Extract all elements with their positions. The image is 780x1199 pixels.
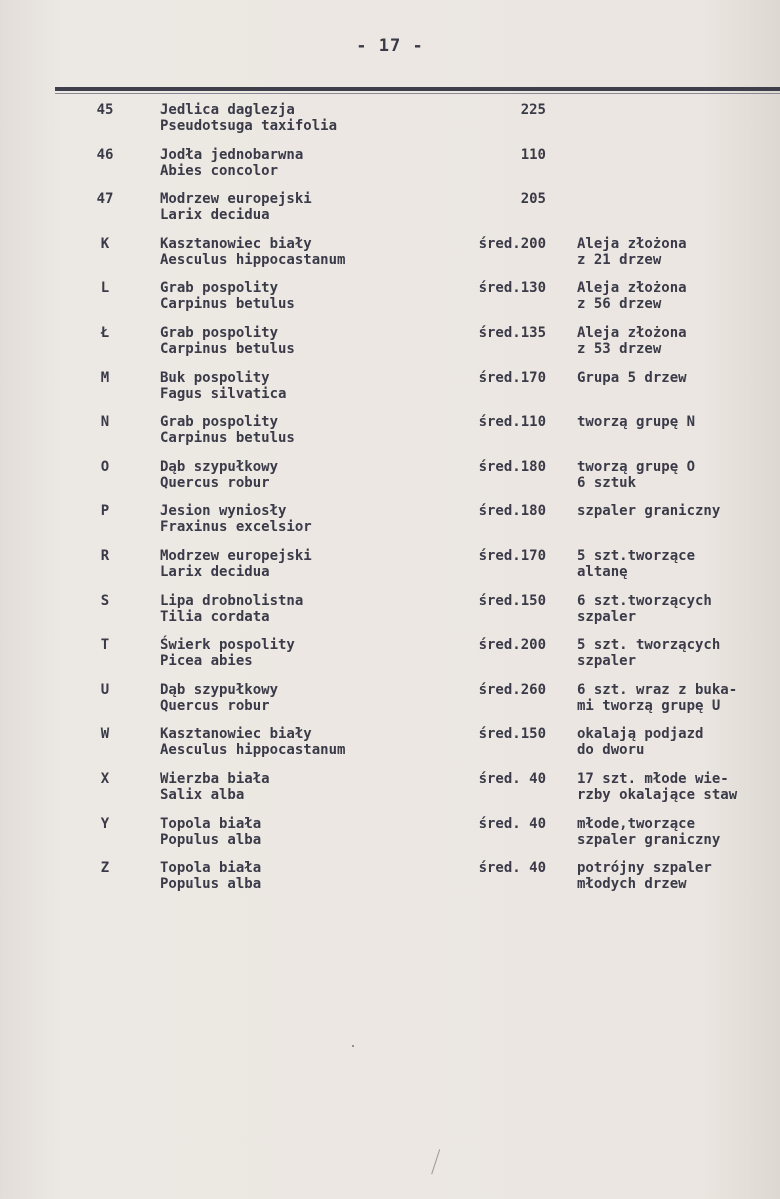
- size-value: śred.260: [478, 681, 546, 698]
- remark: [577, 682, 737, 714]
- remark-line: 6 szt. wraz z buka-: [577, 681, 738, 698]
- species-name: [160, 325, 295, 357]
- remark-line: szpaler: [577, 608, 637, 625]
- row-number: Ł: [100, 324, 110, 341]
- size-value: śred.135: [478, 324, 546, 341]
- species-name: [160, 771, 270, 803]
- tree-table: [0, 102, 780, 905]
- table-row: [0, 459, 780, 504]
- latin-name: Tilia cordata: [160, 608, 270, 625]
- polish-name: Dąb szypułkowy: [160, 681, 279, 698]
- row-number: S: [100, 592, 110, 609]
- size-value: śred. 40: [478, 770, 546, 787]
- table-row: [0, 503, 780, 548]
- remark: [577, 280, 687, 312]
- remark: [577, 459, 695, 491]
- latin-name: Salix alba: [160, 786, 245, 803]
- table-row: [0, 816, 780, 861]
- table-row: [0, 771, 780, 816]
- row-number: N: [100, 414, 110, 431]
- latin-name: Populus alba: [160, 831, 262, 848]
- row-number: K: [100, 235, 110, 252]
- row-number: 45: [96, 102, 114, 118]
- latin-name: Aesculus hippocastanum: [160, 742, 346, 759]
- table-row: [0, 726, 780, 771]
- latin-name: Fraxinus excelsior: [160, 519, 312, 536]
- table-row: [0, 548, 780, 593]
- remark: [577, 325, 687, 357]
- species-name: [160, 102, 337, 134]
- row-number: Y: [100, 815, 110, 832]
- size-value: śred.170: [478, 369, 546, 386]
- polish-name: Lipa drobnolistna: [160, 592, 304, 609]
- row-number: 46: [96, 146, 114, 163]
- latin-name: Pseudotsuga taxifolia: [160, 118, 338, 134]
- size-value: 225: [520, 102, 546, 118]
- table-row: [0, 280, 780, 325]
- polish-name: Jodła jednobarwna: [160, 146, 304, 163]
- species-name: [160, 236, 345, 268]
- species-name: [160, 459, 278, 491]
- latin-name: Larix decidua: [160, 207, 270, 224]
- table-row: [0, 682, 780, 727]
- table-row: [0, 593, 780, 638]
- remark-line: Grupa 5 drzew: [577, 369, 687, 386]
- remark-line: z 56 drzew: [577, 296, 662, 313]
- polish-name: Topola biała: [160, 815, 262, 832]
- remark: [577, 816, 720, 848]
- remark: [577, 370, 687, 386]
- latin-name: Carpinus betulus: [160, 296, 295, 313]
- remark: [577, 593, 712, 625]
- polish-name: Dąb szypułkowy: [160, 458, 279, 475]
- remark-line: 17 szt. młode wie-: [577, 770, 729, 787]
- table-row: [0, 370, 780, 415]
- row-number: X: [100, 770, 110, 787]
- polish-name: Grab pospolity: [160, 414, 279, 431]
- remark-line: młodych drzew: [577, 876, 687, 893]
- row-number: T: [100, 637, 110, 654]
- size-value: śred.200: [478, 235, 546, 252]
- remark: [577, 726, 703, 758]
- remark: [577, 548, 695, 580]
- polish-name: Modrzew europejski: [160, 547, 312, 564]
- species-name: [160, 593, 303, 625]
- remark-line: Aleja złożona: [577, 280, 687, 297]
- latin-name: Aesculus hippocastanum: [160, 251, 346, 268]
- size-value: śred.200: [478, 637, 546, 654]
- row-number: Z: [100, 860, 110, 877]
- species-name: [160, 414, 295, 446]
- table-row: [0, 637, 780, 682]
- size-value: 110: [520, 146, 546, 163]
- polish-name: Kasztanowiec biały: [160, 235, 312, 252]
- table-row: [0, 860, 780, 905]
- size-value: śred.180: [478, 458, 546, 475]
- latin-name: Populus alba: [160, 876, 262, 893]
- species-name: [160, 191, 312, 223]
- row-number: W: [100, 726, 110, 743]
- remark-line: 6 sztuk: [577, 474, 637, 491]
- size-value: śred.180: [478, 503, 546, 520]
- size-value: 205: [520, 191, 546, 208]
- species-name: [160, 637, 295, 669]
- latin-name: Picea abies: [160, 653, 253, 670]
- size-value: śred.150: [478, 726, 546, 743]
- remark-line: 5 szt. tworzących: [577, 637, 721, 654]
- table-row: [0, 102, 780, 147]
- table-row: [0, 191, 780, 236]
- row-number: M: [100, 369, 110, 386]
- row-number: U: [100, 681, 110, 698]
- polish-name: Świerk pospolity: [160, 637, 295, 654]
- size-value: śred.110: [478, 414, 546, 431]
- remark: [577, 637, 720, 669]
- table-row: [0, 325, 780, 370]
- remark-line: szpaler graniczny: [577, 831, 721, 848]
- polish-name: Topola biała: [160, 860, 262, 877]
- remark-line: tworzą grupę O: [577, 458, 696, 475]
- row-number: R: [100, 547, 110, 564]
- size-value: śred.170: [478, 547, 546, 564]
- remark-line: potrójny szpaler: [577, 860, 712, 877]
- latin-name: Quercus robur: [160, 474, 270, 491]
- size-value: śred. 40: [478, 815, 546, 832]
- remark-line: Aleja złożona: [577, 235, 687, 252]
- remark-line: młode,tworzące: [577, 815, 696, 832]
- remark: [577, 236, 687, 268]
- remark: [577, 860, 712, 892]
- row-number: 47: [96, 191, 114, 208]
- polish-name: Modrzew europejski: [160, 191, 312, 208]
- remark-line: mi tworzą grupę U: [577, 697, 721, 714]
- species-name: [160, 726, 345, 758]
- stray-pencil-mark: [431, 1149, 448, 1177]
- polish-name: Jesion wyniosły: [160, 503, 287, 520]
- header-rule-thin: [55, 93, 780, 94]
- latin-name: Carpinus betulus: [160, 430, 295, 447]
- row-number: P: [100, 503, 110, 520]
- remark-line: z 21 drzew: [577, 251, 662, 268]
- row-number: O: [100, 458, 110, 475]
- species-name: [160, 147, 303, 179]
- polish-name: Jedlica daglezja: [160, 102, 295, 118]
- remark-line: szpaler graniczny: [577, 503, 721, 520]
- remark-line: rzby okalające staw: [577, 786, 738, 803]
- remark-line: Aleja złożona: [577, 324, 687, 341]
- latin-name: Quercus robur: [160, 697, 270, 714]
- remark-line: tworzą grupę N: [577, 414, 696, 431]
- polish-name: Wierzba biała: [160, 770, 270, 787]
- polish-name: Kasztanowiec biały: [160, 726, 312, 743]
- size-value: śred. 40: [478, 860, 546, 877]
- species-name: [160, 503, 312, 535]
- remark-line: z 53 drzew: [577, 340, 662, 357]
- size-value: śred.150: [478, 592, 546, 609]
- species-name: [160, 548, 312, 580]
- polish-name: Grab pospolity: [160, 280, 279, 297]
- remark-line: 5 szt.tworzące: [577, 547, 696, 564]
- latin-name: Fagus silvatica: [160, 385, 287, 402]
- row-number: L: [100, 280, 110, 297]
- species-name: [160, 682, 278, 714]
- species-name: [160, 370, 286, 402]
- species-name: [160, 860, 261, 892]
- remark-line: 6 szt.tworzących: [577, 592, 712, 609]
- table-row: [0, 414, 780, 459]
- latin-name: Carpinus betulus: [160, 340, 295, 357]
- species-name: [160, 280, 295, 312]
- latin-name: Larix decidua: [160, 563, 270, 580]
- remark-line: do dworu: [577, 742, 645, 759]
- table-row: [0, 147, 780, 192]
- remark: [577, 503, 720, 519]
- polish-name: Buk pospolity: [160, 369, 270, 386]
- remark-line: okalają podjazd: [577, 726, 704, 743]
- remark-line: altanę: [577, 563, 628, 580]
- table-row: [0, 236, 780, 281]
- remark: [577, 414, 695, 430]
- species-name: [160, 816, 261, 848]
- stray-dot: [352, 1045, 354, 1047]
- size-value: śred.130: [478, 280, 546, 297]
- polish-name: Grab pospolity: [160, 324, 279, 341]
- header-rule: [55, 87, 780, 91]
- page-number: - 17 -: [356, 36, 424, 56]
- remark: [577, 771, 737, 803]
- remark-line: szpaler: [577, 653, 637, 670]
- latin-name: Abies concolor: [160, 162, 279, 179]
